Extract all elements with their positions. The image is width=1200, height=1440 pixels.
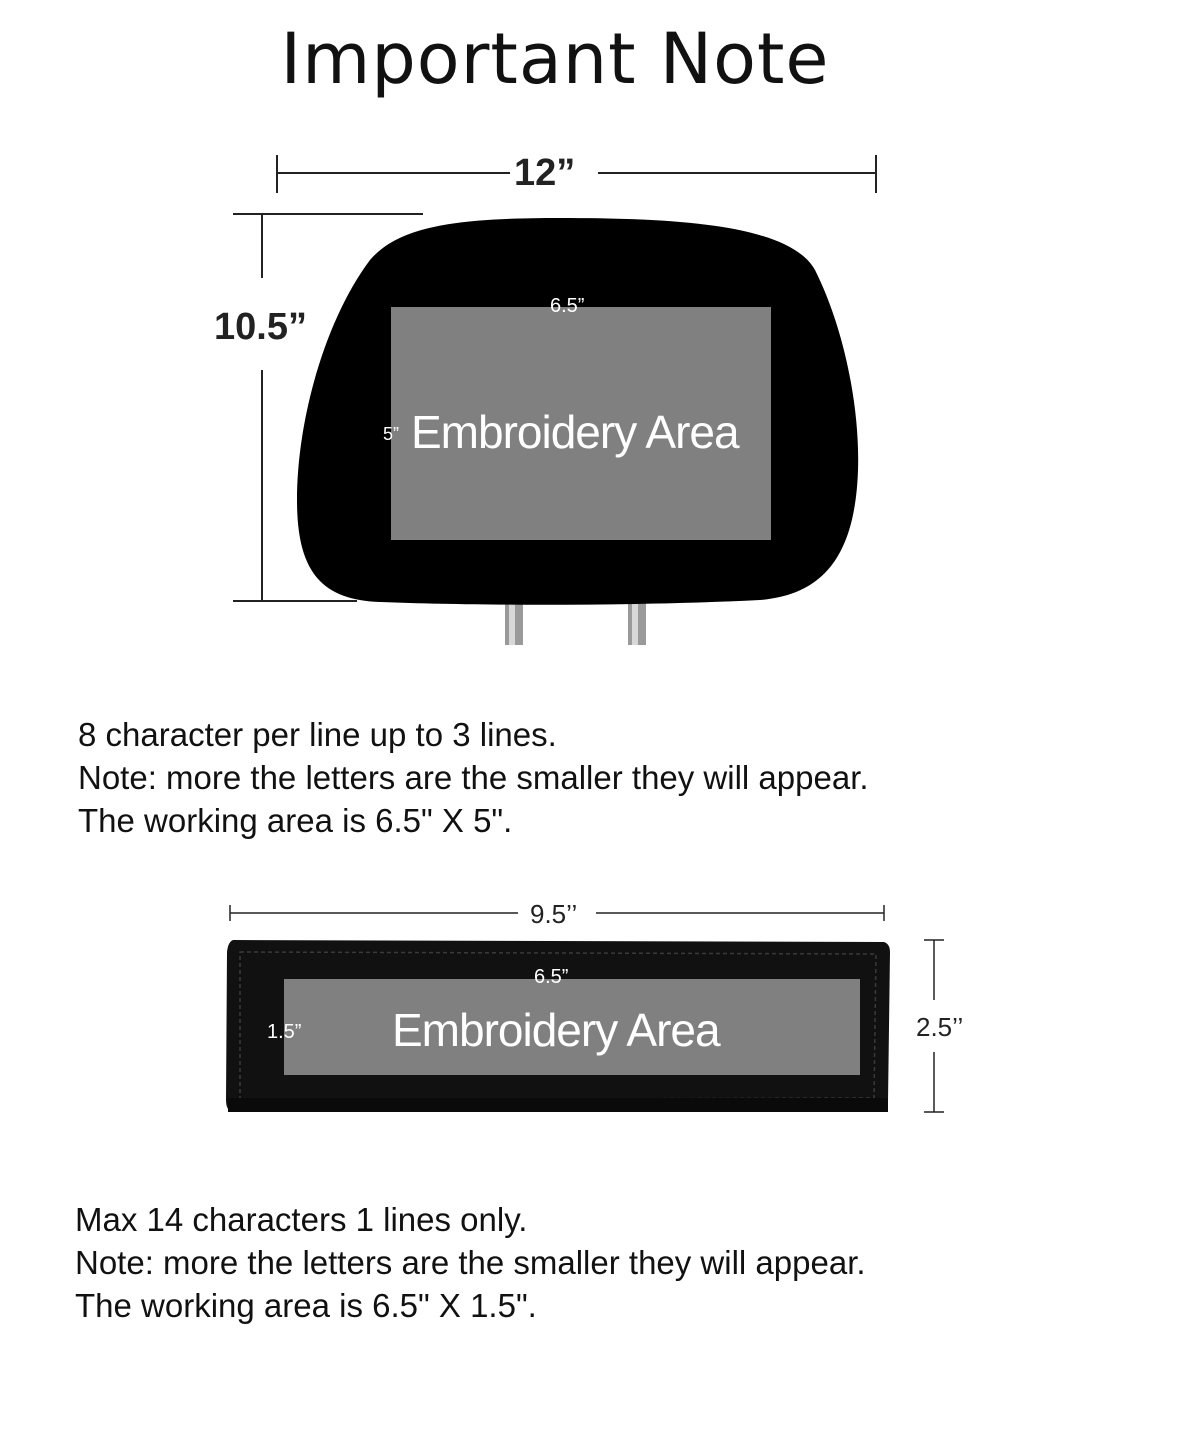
headrest-area-width-label: 6.5” [550,295,585,317]
seatbelt-embroidery-label: Embroidery Area [392,1004,720,1056]
seatbelt-note-line: The working area is 6.5" X 1.5". [75,1287,537,1324]
headrest-width-dimension-line [277,155,876,193]
seatbelt-notes [75,1198,866,1327]
headrest-note-line: Note: more the letters are the smaller they will appear. [78,759,869,796]
headrest-width-label: 12” [514,152,576,194]
headrest-notes [78,713,869,842]
headrest-embroidery-label: Embroidery Area [411,406,739,458]
seatbelt-area-height-label: 1.5” [267,1021,302,1043]
seatbelt-area-width-label: 6.5” [534,966,569,988]
seatbelt-note-line: Note: more the letters are the smaller they will appear. [75,1244,866,1281]
page-title: Important Note [280,18,830,100]
headrest-note-line: 8 character per line up to 3 lines. [78,716,557,753]
headrest-area-height-label: 5” [383,424,400,444]
headrest-note-line: The working area is 6.5" X 5". [78,802,513,839]
seatbelt-height-label: 2.5’’ [916,1012,964,1042]
seatbelt-note-line: Max 14 characters 1 lines only. [75,1201,528,1238]
seatbelt-width-label: 9.5’’ [530,899,578,929]
headrest-height-label: 10.5” [214,306,307,348]
